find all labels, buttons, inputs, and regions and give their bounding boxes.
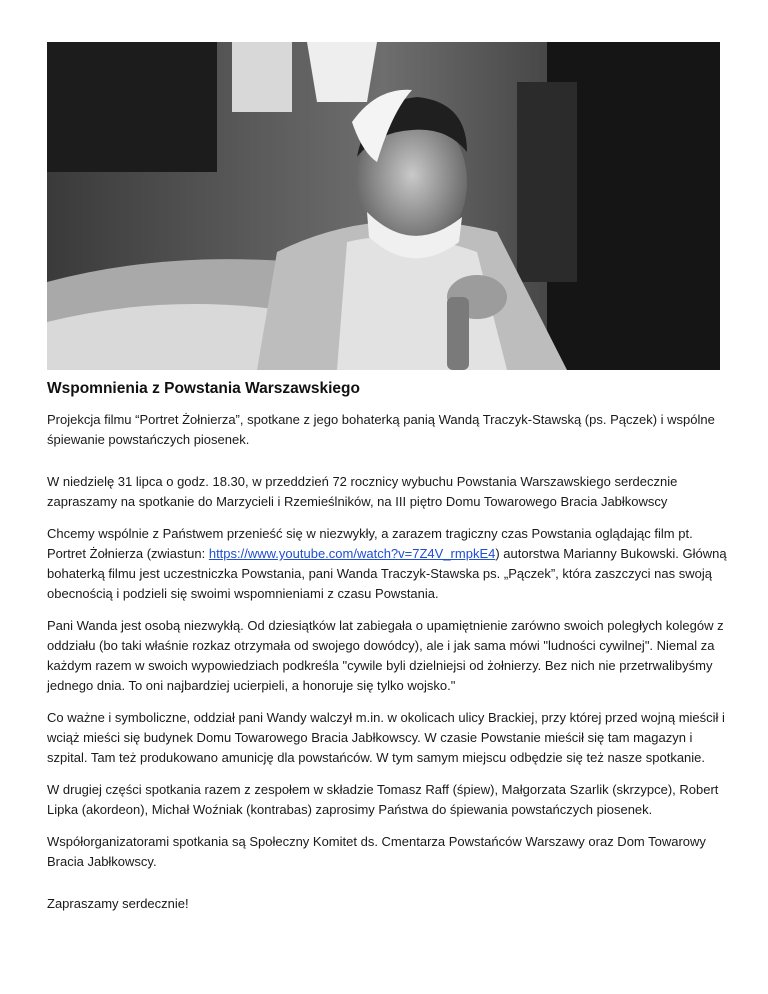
coorganizers-paragraph: Współorganizatorami spotkania są Społeczny Komitet ds. Cmentarza Powstańców Warszawy oraz Dom Towarowy Bracia Jabłkowscy. (47, 834, 706, 869)
singing-paragraph: W drugiej części spotkania razem z zespołem w składzie Tomasz Raff (śpiew), Małgorzata Szarlik (skrzypce), Robert Lipka (akordeon), Michał Woźniak (kontrabas) zaprosimy Państwa do śpiewania powstańczych piosenek. (47, 782, 719, 817)
film-paragraph-text-start: Chcemy wspólnie z Państwem przenieść się w niezwykły, a zarazem tragiczny czas Powstania oglądając film pt. Portret Żołnierza (zwiastun: (47, 526, 693, 561)
film-still-illustration (47, 42, 720, 370)
film-paragraph (47, 524, 731, 604)
wanda-paragraph: Pani Wanda jest osobą niezwykłą. Od dziesiątków lat zabiegała o upamiętnienie zarówno swoich poległych kolegów z oddziału (bo taki właśnie rozkaz otrzymała od swojego dowódcy), ale i jak sama mówi "ludności cywilnej". Niemal za każdym razem w swoich wypowiedziach podkreśla "cywile byli dzielniejsi od żołnierzy. Bez nich nie przetrwalibyśmy jednego dnia. To oni najbardziej ucierpieli, a honoruje się tylko wojsko." (47, 618, 724, 693)
intro-paragraph: Projekcja filmu “Portret Żołnierza”, spotkane z jego bohaterką panią Wandą Traczyk-Stawską (ps. Pączek) i wspólne śpiewanie powstańczych piosenek. (47, 412, 715, 447)
event-date-paragraph: W niedzielę 31 lipca o godz. 18.30, w przeddzień 72 rocznicy wybuchu Powstania Warszawskiego serdecznie zapraszamy na spotkanie do Marzycieli i Rzemieślników, na III piętro Domu Towarowego Bracia Jabłkowscy (47, 474, 678, 509)
film-paragraph-text-end: ) autorstwa Marianny Bukowski. Główną bohaterką filmu jest uczestniczka Powstania, pani Wanda Traczyk-Stawska ps. „Pączek”, która zaszczyci nas swoją obecnością i podzieli się swoimi wspomnieniami z czasu Powstania. (47, 546, 727, 601)
location-paragraph: Co ważne i symboliczne, oddział pani Wandy walczył m.in. w okolicach ulicy Brackiej, przy której przed wojną mieścił i wciąż mieści się budynek Domu Towarowego Bracia Jabłkowscy. W czasie Powstanie mieścił się tam magazyn i szpital. Tam też produkowano amunicję dla powstańców. W tym samym miejscu odbędzie się też nasze spotkanie. (47, 710, 725, 765)
trailer-link[interactable]: https://www.youtube.com/watch?v=7Z4V_rmpkE4 (208, 546, 496, 561)
film-still-photo (47, 42, 720, 370)
article-title: Wspomnienia z Powstania Warszawskiego (47, 380, 360, 397)
article (47, 380, 731, 926)
closing-paragraph: Zapraszamy serdecznie! (47, 896, 189, 911)
